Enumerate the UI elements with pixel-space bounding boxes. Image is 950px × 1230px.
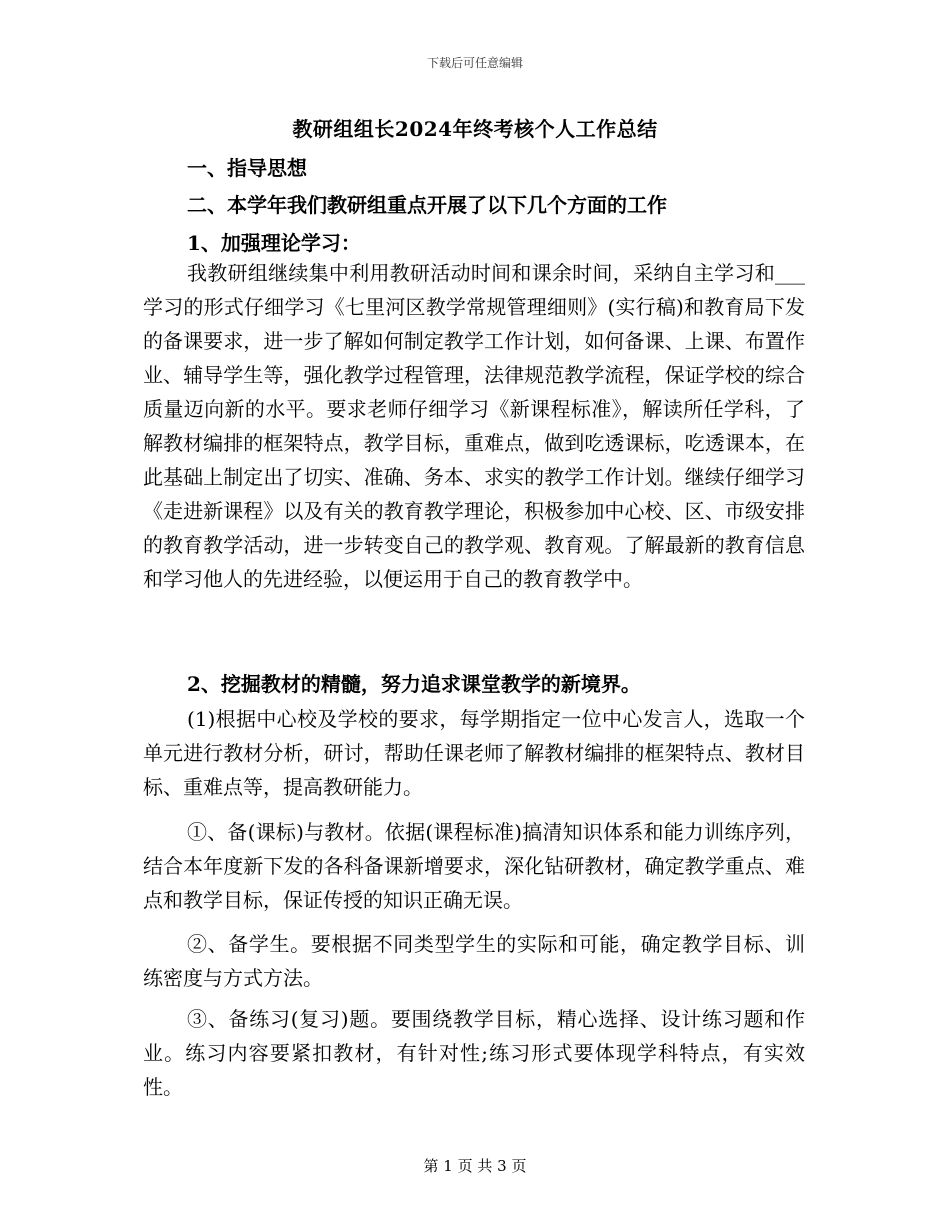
paragraph-prepare-students: ②、备学生。要根据不同类型学生的实际和可能，确定教学目标、训练密度与方式方法。 bbox=[143, 932, 805, 990]
subheading-theory-study: 1、加强理论学习： bbox=[187, 231, 361, 255]
subheading-textbook-essence: 2、挖掘教材的精髓，努力追求课堂教学的新境界。 bbox=[187, 672, 641, 696]
header-note: 下载后可任意编辑 bbox=[426, 56, 523, 70]
paragraph-prepare-exercises: ③、备练习(复习)题。要围绕教学目标，精心选择、设计练习题和作业。练习内容要紧扣教材，有针对性;练习形式要体现学科特点，有实效性。 bbox=[143, 1007, 805, 1099]
page-footer: 第 1 页 共 3 页 bbox=[423, 1157, 527, 1175]
paragraph-theory-study: 我教研组继续集中利用教研活动时间和课余时间，采纳自主学习和___学习的形式仔细学习《七里河区教学常规管理细则》(实行稿)和教育局下发的备课要求，进一步了解如何制定教学工作计划，如何备课、上课、布置作业、辅导学生等，强化教学过程管理，法律规范教学流程，保证学校的综合质量迈向新的水平。要求老师仔细学习《新课程标准》，解读所任学科，了解教材编排的框架特点，教学目标，重难点，做到吃透课标，吃透课本，在此基础上制定出了切实、准确、务本、求实的教学工作计划。继续仔细学习《走进新课程》以及有关的教育教学理论，积极参加中心校、区、市级安排的教育教学活动，进一步转变自己的教学观、教育观。了解最新的教育信息和学习他人的先进经验，以便运用于自己的教育教学中。 bbox=[143, 261, 805, 591]
paragraph-central-speaker: (1)根据中心校及学校的要求，每学期指定一位中心发言人，选取一个单元进行教材分析，研讨，帮助任课老师了解教材编排的框架特点、教材目标、重难点等，提高教研能力。 bbox=[143, 707, 805, 799]
section-heading-guiding-thought: 一、指导思想 bbox=[187, 156, 307, 180]
page-title: 教研组组长2024年终考核个人工作总结 bbox=[292, 117, 658, 141]
paragraph-prepare-curriculum: ①、备(课标)与教材。依据(课程标准)搞清知识体系和能力训练序列，结合本年度新下发的各科备课新增要求，深化钻研教材，确定教学重点、难点和教学目标，保证传授的知识正确无误。 bbox=[143, 820, 805, 912]
section-heading-work-areas: 二、本学年我们教研组重点开展了以下几个方面的工作 bbox=[187, 193, 667, 217]
